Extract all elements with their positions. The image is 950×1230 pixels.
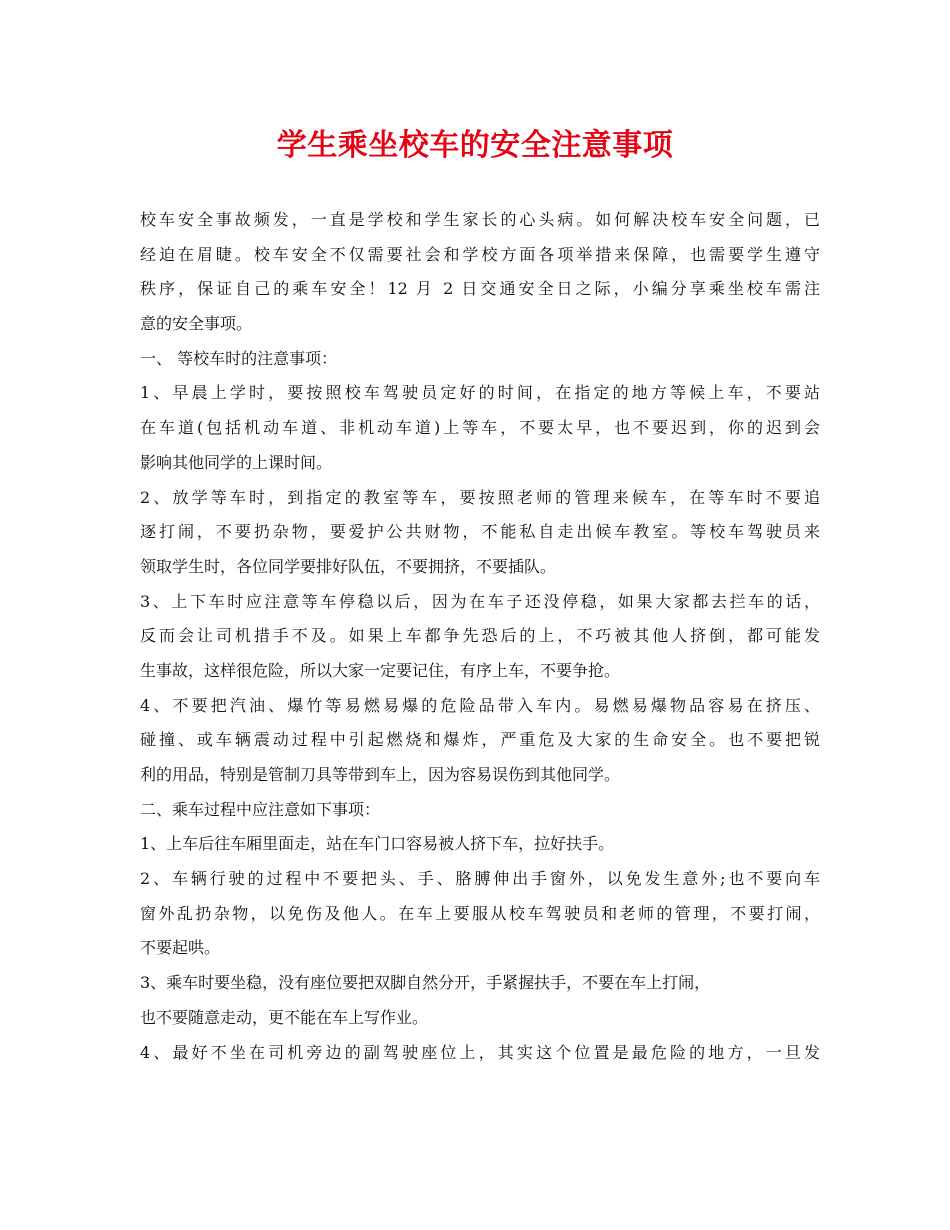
text-line-6: 1、早晨上学时，要按照校车驾驶员定好的时间，在指定的地方等候上车，不要站: [140, 383, 820, 403]
text-line-25: 4、最好不坐在司机旁边的副驾驶座位上，其实这个位置是最危险的地方，一旦发: [140, 1042, 820, 1062]
text-line-8: 影响其他同学的上课时间。: [140, 452, 333, 472]
text-line-7: 在车道(包括机动车道、非机动车道)上等车，不要太早，也不要迟到，你的迟到会: [140, 418, 820, 438]
text-line-2: 经迫在眉睫。校车安全不仅需要社会和学校方面各项举措来保障，也需要学生遵守: [140, 244, 820, 264]
text-line-13: 反而会让司机措手不及。如果上车都争先恐后的上，不巧被其他人挤倒，都可能发: [140, 626, 820, 646]
text-line-10: 逐打闹，不要扔杂物，要爱护公共财物，不能私自走出候车教室。等校车驾驶员来: [140, 522, 820, 542]
text-line-11: 领取学生时，各位同学要排好队伍，不要拥挤，不要插队。: [140, 556, 557, 576]
text-line-3: 秩序，保证自己的乘车安全！12 月 2 日交通安全日之际，小编分享乘坐校车需注: [140, 279, 820, 299]
text-line-24: 也不要随意走动，更不能在车上写作业。: [140, 1007, 429, 1027]
page-title: 学生乘坐校车的安全注意事项: [276, 128, 674, 163]
text-line-14: 生事故，这样很危险，所以大家一定要记住，有序上车，不要争抢。: [140, 660, 621, 680]
text-line-19: 1、上车后往车厢里面走，站在车门口容易被人挤下车，拉好扶手。: [140, 834, 615, 854]
text-line-4: 意的安全事项。: [140, 314, 253, 334]
text-line-12: 3、上下车时应注意等车停稳以后，因为在车子还没停稳，如果大家都去拦车的话，: [140, 591, 820, 611]
text-line-22: 不要起哄。: [140, 938, 221, 958]
text-line-21: 窗外乱扔杂物，以免伤及他人。在车上要服从校车驾驶员和老师的管理，不要打闹，: [140, 903, 820, 923]
section-heading-1: 一、 等校车时的注意事项：: [140, 348, 338, 368]
text-line-20: 2、车辆行驶的过程中不要把头、手、胳膊伸出手窗外，以免发生意外;也不要向车: [140, 869, 820, 889]
section-heading-2: 二、乘车过程中应注意如下事项：: [140, 799, 381, 819]
text-line-23: 3、乘车时要坐稳，没有座位要把双脚自然分开，手紧握扶手，不要在车上打闹，: [140, 973, 711, 993]
text-line-17: 利的用品，特别是管制刀具等带到车上，因为容易误伤到其他同学。: [140, 765, 621, 784]
text-line-9: 2、放学等车时，到指定的教室等车，要按照老师的管理来候车，在等车时不要追: [140, 487, 820, 507]
text-line-1: 校车安全事故频发，一直是学校和学生家长的心头病。如何解决校车安全问题，已: [140, 210, 820, 229]
text-line-15: 4、不要把汽油、爆竹等易燃易爆的危险品带入车内。易燃易爆物品容易在挤压、: [140, 695, 820, 715]
document-body: [140, 203, 820, 1070]
text-line-16: 碰撞、或车辆震动过程中引起燃烧和爆炸，严重危及大家的生命安全。也不要把锐: [140, 730, 820, 750]
